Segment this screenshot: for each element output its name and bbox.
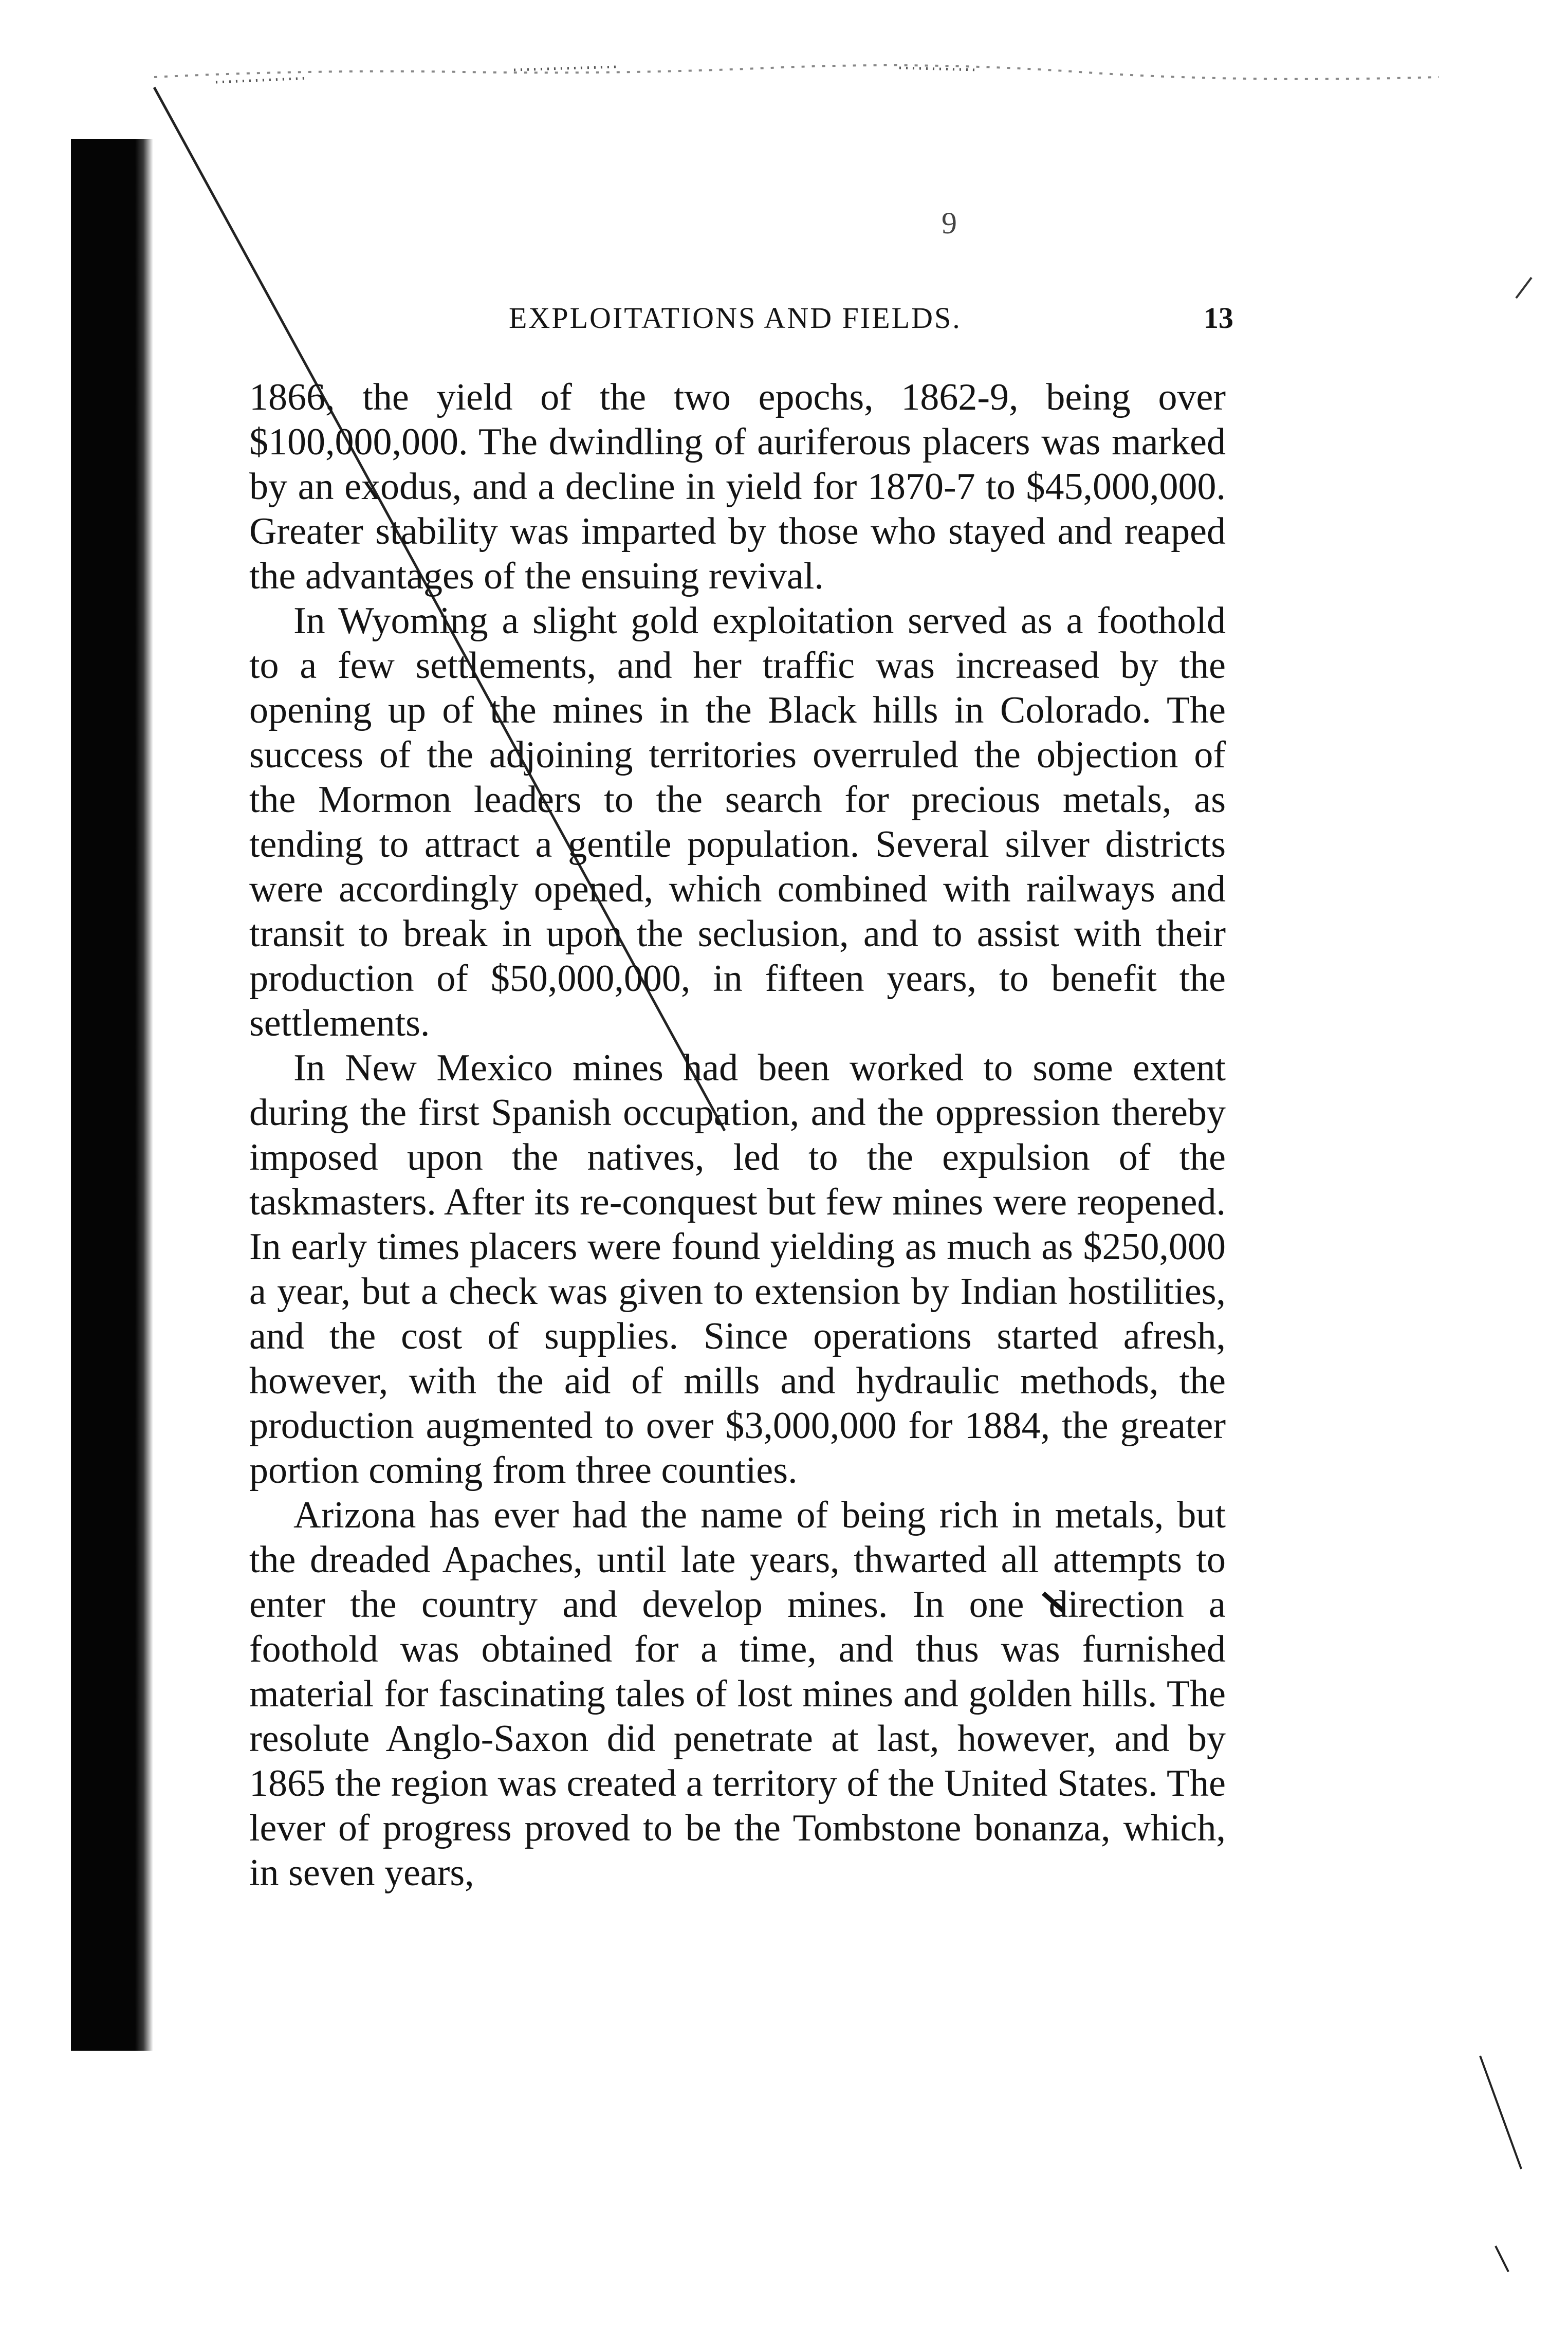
margin-stroke — [1516, 278, 1532, 298]
paragraph: In New Mexico mines had been worked to some extent during the first Spanish occupation, and the oppression thereby imposed upon the natives, led to the expulsion of the taskmasters. After its re-conquest but few mines were reopened. In early times placers were found yielding as much as $250,000 a year, but a check was given to extension by Indian hostilities, and the cost of supplies. Since operations started afresh, however, with the aid of mills and hydraulic methods, the production augmented to over $3,000,000 for 1884, the greater portion coming from three counties. — [249, 1047, 1226, 1492]
paragraph: In Wyoming a slight gold exploitation served as a foothold to a few settlements, and her traffic was increased by the opening up of the mines in the Black hills in Colorado. The success of the adjoining territories overruled the objection of the Mormon leaders to the search for precious metals, as tending to attract a gentile population. Several silver districts were accordingly opened, which combined with railways and transit to break in upon the seclusion, and to assist with their production of $50,000,000, in fifteen years, to benefit the settlements. — [249, 600, 1226, 1044]
paragraph: 1866, the yield of the two epochs, 1862-9, being over $100,000,000. The dwindling of auriferous placers was marked by an exodus, and a decline in yield for 1870-7 to $45,000,000. Greater stability was imparted by those who stayed and reaped the advantages of the ensuing revival. — [249, 376, 1226, 597]
top-mark: 9 — [942, 206, 957, 240]
margin-stroke — [1480, 2056, 1521, 2169]
running-head: EXPLOITATIONS AND FIELDS. — [509, 301, 962, 335]
page-header — [247, 301, 1233, 342]
margin-stroke — [1496, 2246, 1508, 2272]
body-text — [249, 375, 1226, 1895]
paragraph: Arizona has ever had the name of being rich in metals, but the dreaded Apaches, until late years, thwarted all attempts to enter the country and develop mines. In one direction a foothold was obtained for a time, and thus was furnished material for fascinating tales of lost mines and golden hills. The resolute Anglo-Saxon did penetrate at last, however, and by 1865 the region was created a territory of the United States. The lever of progress proved to be the Tombstone bonanza, which, in seven years, — [249, 1494, 1226, 1894]
page-number: 13 — [1204, 301, 1233, 335]
